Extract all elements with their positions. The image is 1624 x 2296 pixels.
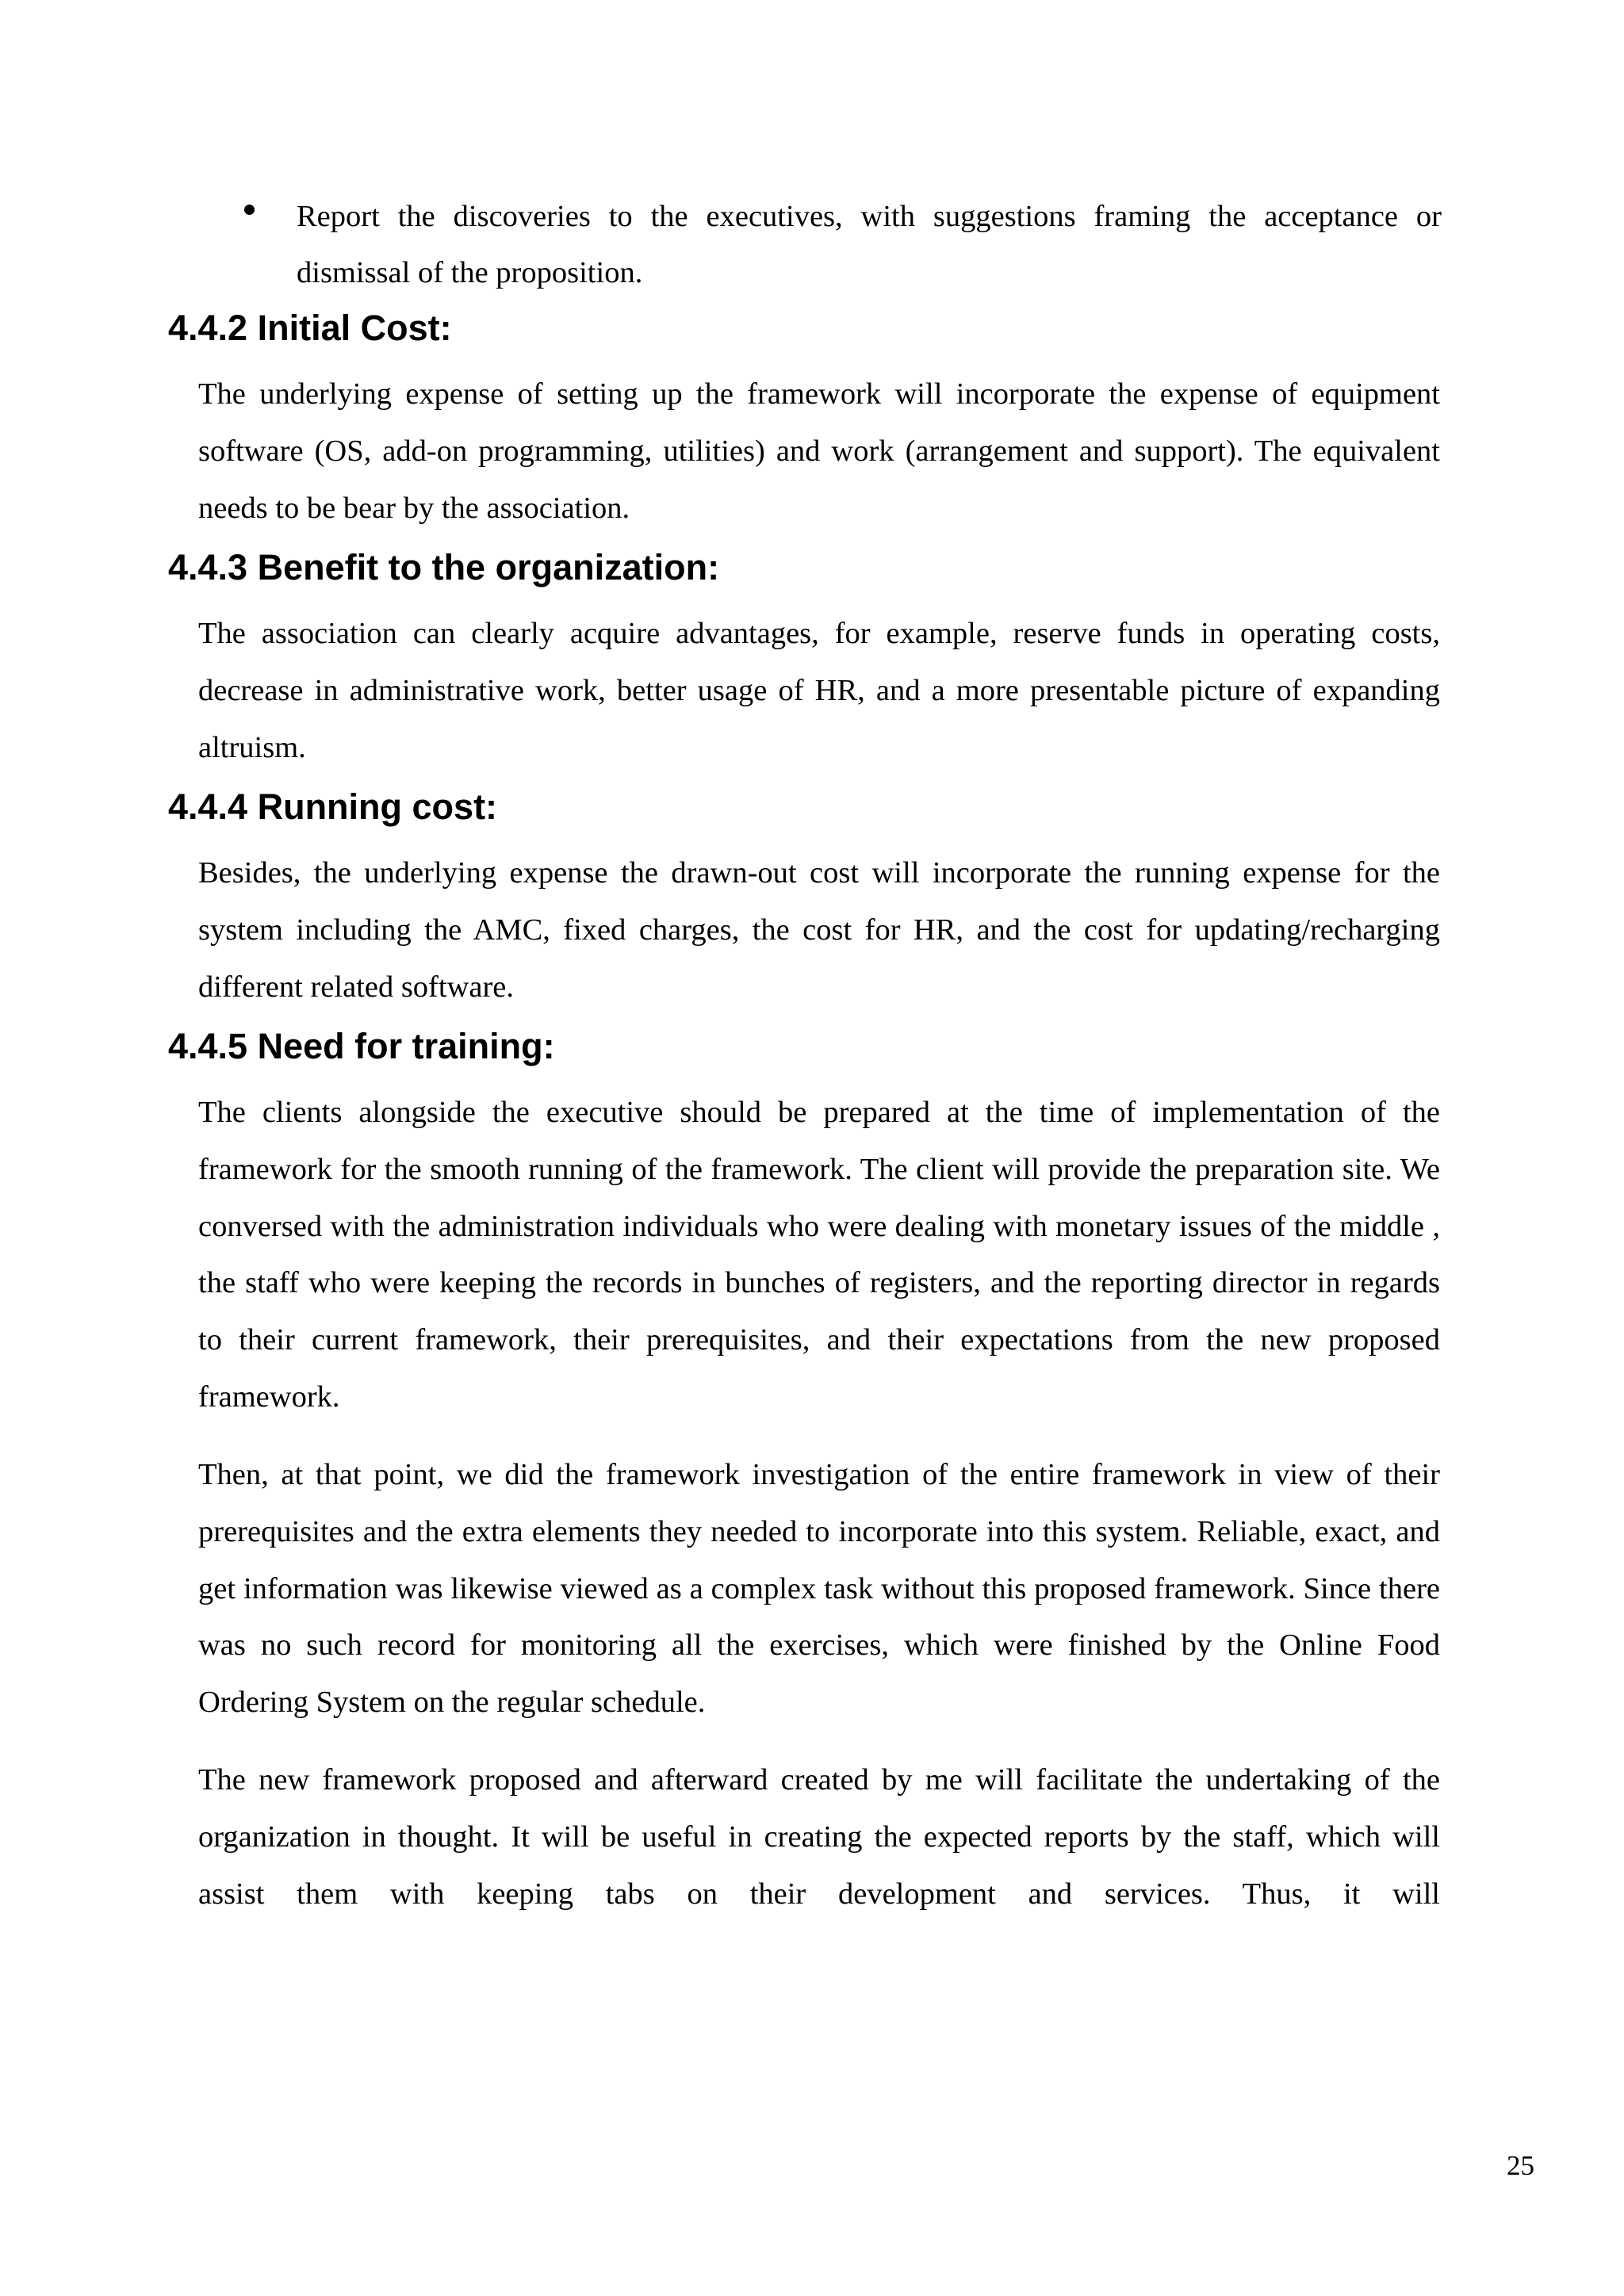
- section-heading-initial-cost: 4.4.2 Initial Cost:: [168, 308, 452, 348]
- bullet-item: Report the discoveries to the executives, with suggestions framing the acceptance or dismissal of the proposition.: [297, 200, 1442, 289]
- paragraph-benefit: The association can clearly acquire advantages, for example, reserve funds in operating costs, decrease in administrative work, better usage of HR, and a more presentable picture of expanding altruism.: [198, 617, 1440, 764]
- paragraph-initial-cost: The underlying expense of setting up the framework will incorporate the expense of equipment software (OS, add-on programming, utilities) and work (arrangement and support). The equivalent needs to be bear by the association.: [198, 377, 1440, 525]
- paragraph-running-cost: Besides, the underlying expense the drawn-out cost will incorporate the running expense for the system including the AMC, fixed charges, the cost for HR, and the cost for updating/recharging different related software.: [198, 856, 1440, 1004]
- page-number: 25: [1507, 2150, 1534, 2181]
- section-heading-benefit: 4.4.3 Benefit to the organization:: [168, 547, 720, 587]
- section-heading-training: 4.4.5 Need for training:: [168, 1026, 555, 1066]
- bullet-icon: [244, 205, 255, 215]
- paragraph-training-1: The clients alongside the executive should be prepared at the time of implementation of the framework for the smooth running of the framework. The client will provide the preparation site. We conversed with the administration individuals who were dealing with monetary issues of the middle , the staff who were keeping the records in bunches of registers, and the reporting director in regards to their current framework, their prerequisites, and their expectations from the new proposed framework.: [198, 1096, 1440, 1414]
- paragraph-training-2: Then, at that point, we did the framework investigation of the entire framework in view of their prerequisites and the extra elements they needed to incorporate into this system. Reliable, exact, and get information was likewise viewed as a complex task without this proposed framework. Since there was no such record for monitoring all the exercises, which were finished by the Online Food Ordering System on the regular schedule.: [198, 1458, 1440, 1720]
- section-heading-running-cost: 4.4.4 Running cost:: [168, 786, 498, 827]
- paragraph-training-3: The new framework proposed and afterward created by me will facilitate the undertaking of the organization in thought. It will be useful in creating the expected reports by the staff, which will assist them with keeping tabs on their development and services. Thus, it will: [198, 1763, 1440, 1911]
